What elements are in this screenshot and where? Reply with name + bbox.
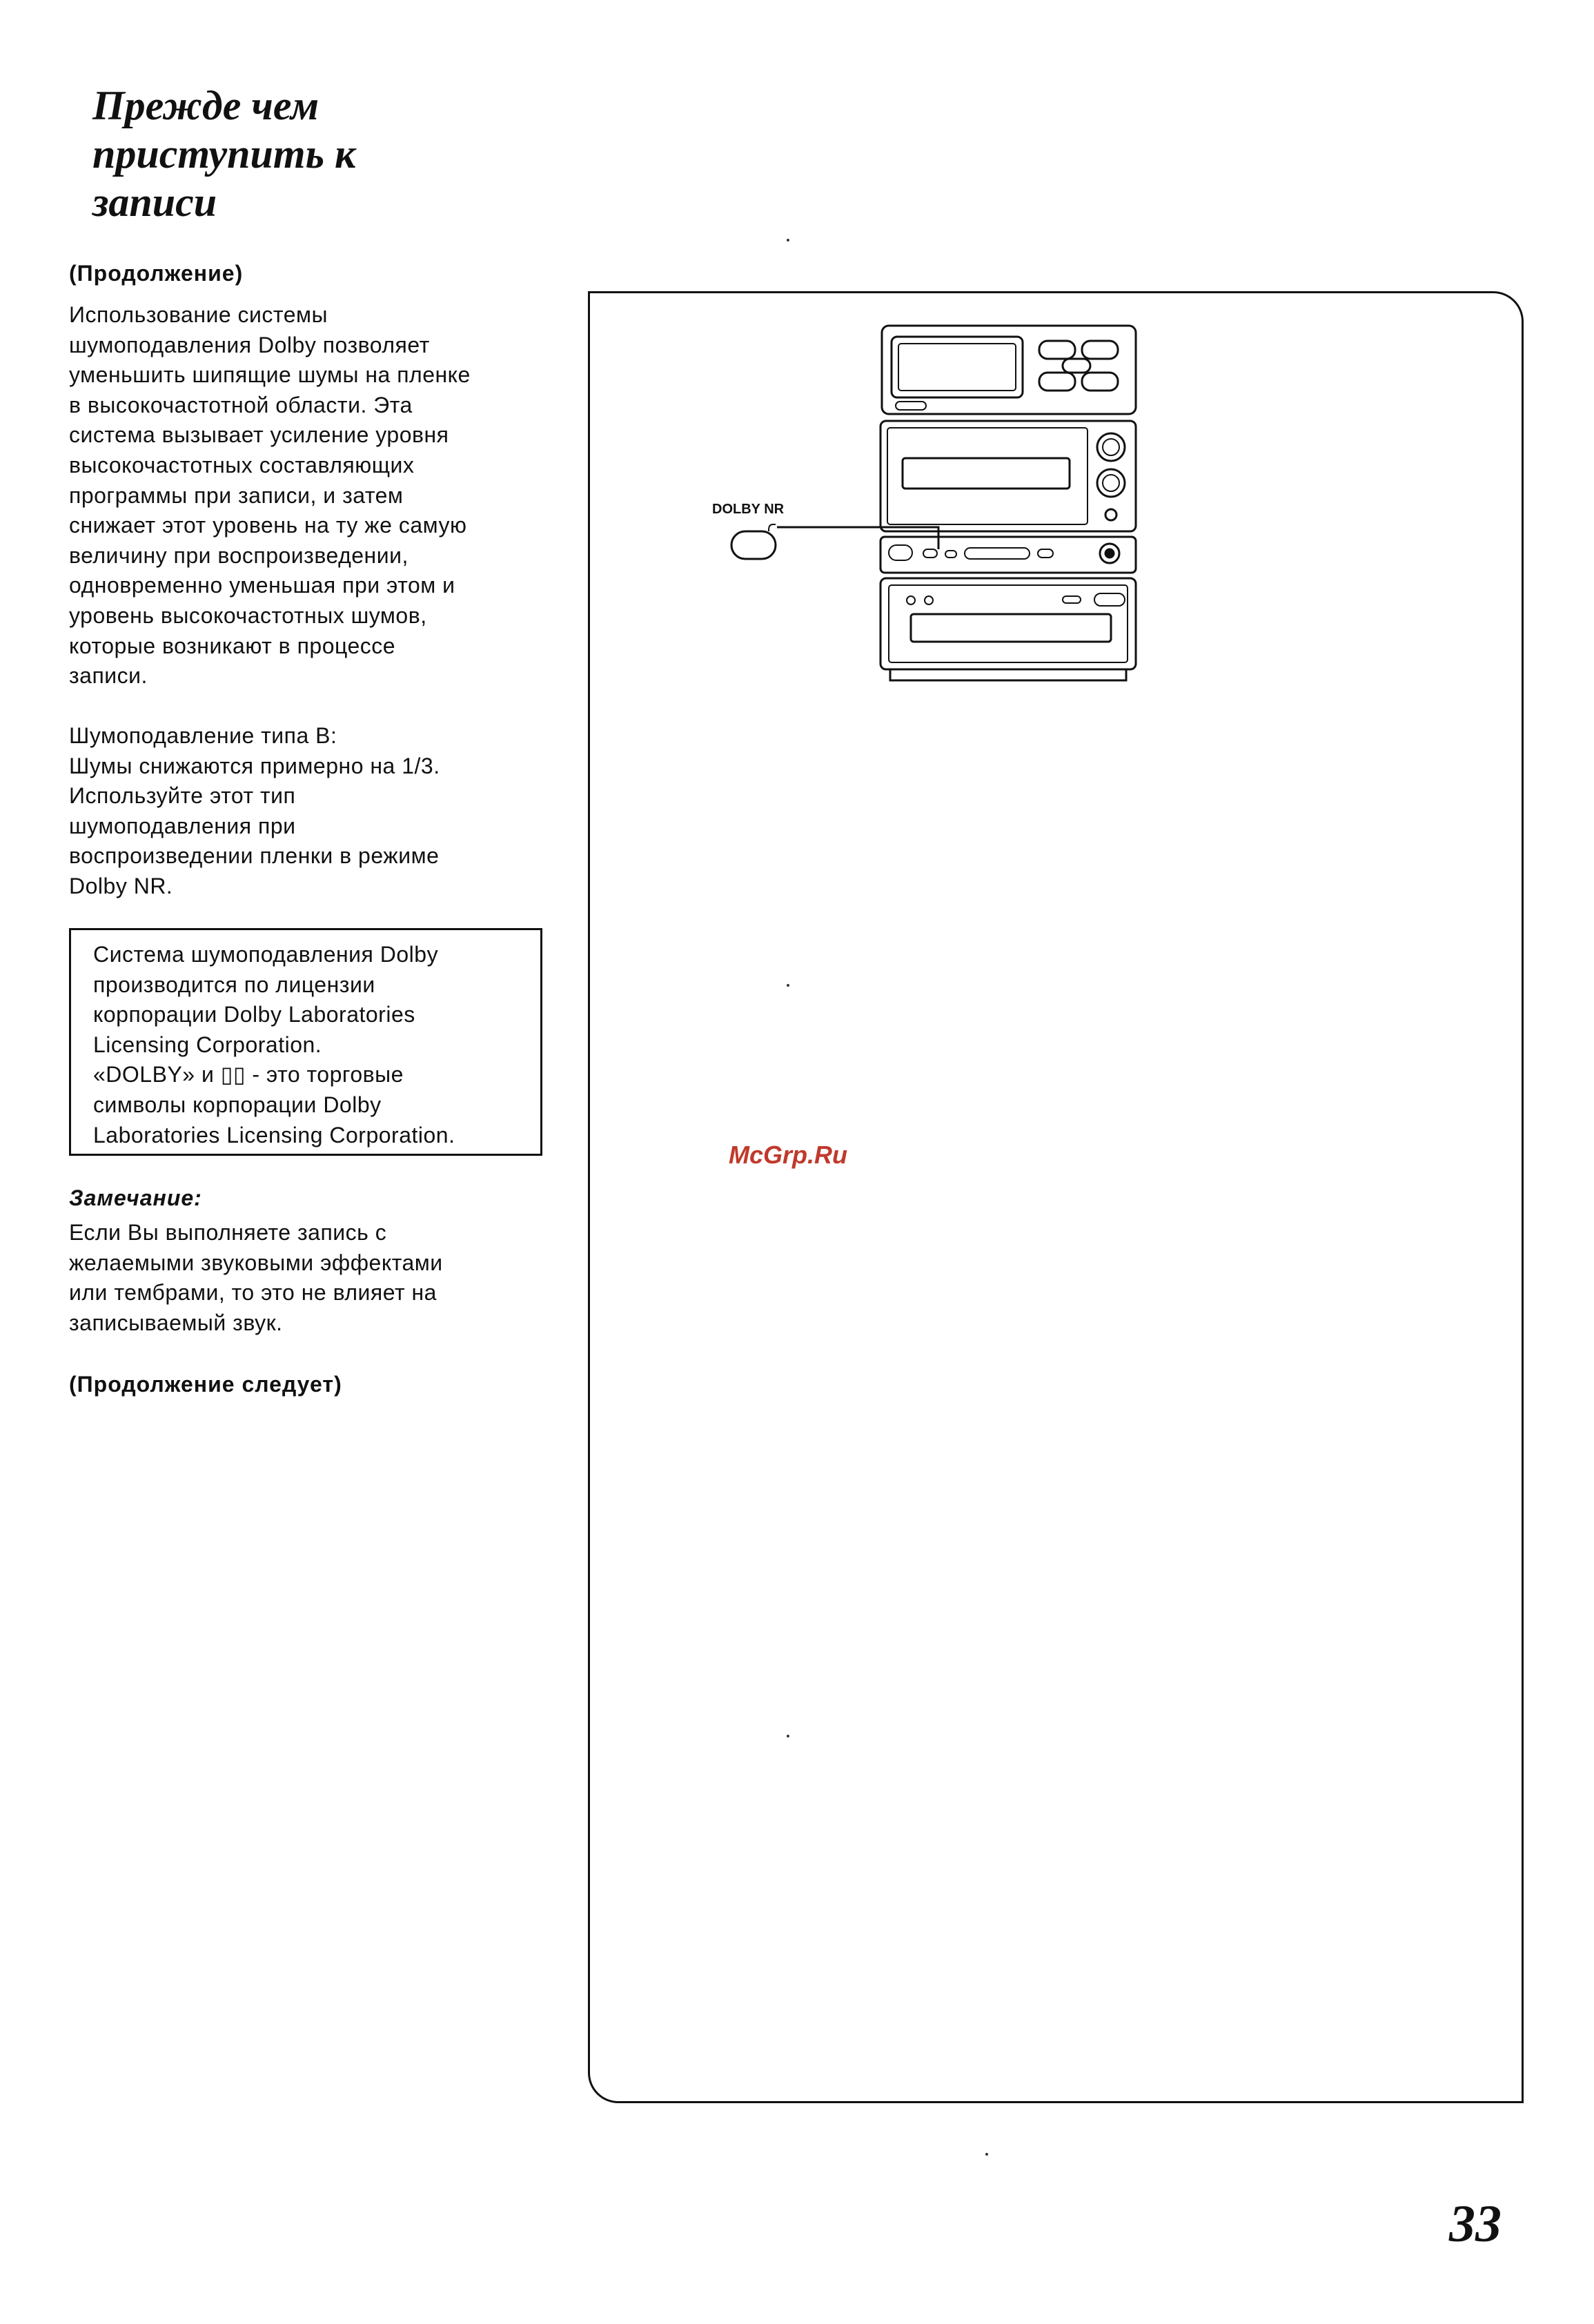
title-line-2: приступить к — [92, 131, 356, 177]
tuner-button — [1082, 373, 1118, 391]
license-line: «DOLBY» и ▯▯ - это торговые — [93, 1062, 404, 1087]
intro-line: в высокочастотной области. Эта — [69, 392, 413, 417]
tuner-indicator — [896, 402, 926, 410]
page-number: 33 — [1449, 2195, 1502, 2253]
license-line: производится по лицензии — [93, 972, 375, 997]
note-line: Если Вы выполняете запись с — [69, 1220, 387, 1245]
intro-line: программы при записи, и затем — [69, 482, 404, 508]
scan-dot — [787, 984, 789, 987]
license-line: корпорации Dolby Laboratories — [93, 1002, 415, 1027]
tuner-button — [1063, 359, 1090, 373]
intro-line: снижает этот уровень на ту же самую — [69, 513, 467, 538]
intro-line: одновременно уменьшая при этом и — [69, 573, 455, 598]
tuner-button — [1082, 341, 1118, 359]
eject-button — [1063, 596, 1081, 603]
control-strip — [880, 537, 1136, 573]
intro-line: Использование системы — [69, 302, 328, 327]
note-paragraph — [69, 1218, 566, 1338]
type-b-line: Шумы снижаются примерно на 1/3. — [69, 753, 440, 778]
type-b-line: Шумоподавление типа B: — [69, 723, 337, 748]
display-inner — [898, 344, 1016, 391]
cassette-deck — [880, 578, 1136, 669]
license-line: Licensing Corporation. — [93, 1032, 322, 1057]
display-window — [892, 337, 1023, 397]
cd-unit — [880, 421, 1136, 531]
intro-paragraph — [69, 300, 566, 691]
page-title — [92, 81, 575, 226]
note-line: записываемый звук. — [69, 1310, 283, 1335]
cassette-door — [911, 614, 1111, 642]
strip-button — [1038, 549, 1053, 558]
license-line: Система шумоподавления Dolby — [93, 942, 439, 967]
strip-button — [889, 545, 912, 560]
type-b-line: воспроизведении пленки в режиме — [69, 843, 440, 869]
intro-line: шумоподавления Dolby позволяет — [69, 332, 430, 357]
intro-line: высокочастотных составляющих — [69, 452, 415, 477]
dolby-nr-callout-button — [731, 531, 776, 559]
title-line-3: записи — [92, 179, 217, 225]
cd-tray — [903, 458, 1070, 489]
intro-line: система вызывает усиление уровня — [69, 422, 449, 448]
scan-dot — [787, 1735, 789, 1737]
license-line: Laboratories Licensing Corporation. — [93, 1122, 455, 1148]
note-line: или тембрами, то это не влияет на — [69, 1280, 437, 1306]
dolby-nr-button — [923, 549, 937, 558]
continuation-label: (Продолжение) — [69, 261, 244, 286]
tuner-button — [1039, 341, 1075, 359]
intro-line: уровень высокочастотных шумов, — [69, 602, 427, 628]
scan-dot — [787, 239, 789, 242]
type-b-line: Используйте этот тип — [69, 783, 296, 809]
stereo-system-illustration — [704, 317, 1145, 704]
jack-icon — [1105, 509, 1116, 520]
title-line-1: Прежде чем — [92, 83, 319, 128]
license-line: символы корпорации Dolby — [93, 1092, 382, 1117]
to-be-continued-label: (Продолжение следует) — [69, 1372, 342, 1397]
intro-line: записи. — [69, 663, 148, 689]
knob-icon — [1097, 433, 1125, 461]
strip-button — [945, 551, 956, 558]
license-notice-box — [69, 928, 542, 1156]
cd-panel — [887, 428, 1088, 524]
note-heading: Замечание: — [69, 1185, 202, 1210]
knob-icon — [1097, 469, 1125, 497]
dolby-nr-label: DOLBY NR — [712, 502, 785, 517]
intro-line: величину при воспроизведении, — [69, 542, 409, 568]
indicator-icon — [907, 596, 915, 604]
type-b-line: шумоподавления при — [69, 813, 296, 838]
type-b-paragraph — [69, 721, 566, 902]
watermark: McGrp.Ru — [729, 1141, 848, 1169]
tuner-unit — [882, 326, 1136, 414]
unit-base — [890, 669, 1126, 680]
strip-slider — [965, 548, 1030, 559]
intro-line: уменьшить шипящие шумы на пленке — [69, 362, 471, 388]
cassette-panel — [889, 585, 1128, 662]
knob-icon — [1103, 475, 1119, 491]
note-line: желаемыми звуковыми эффектами — [69, 1250, 443, 1275]
indicator-icon — [925, 596, 933, 604]
type-b-line: Dolby NR. — [69, 873, 173, 898]
knob-center-icon — [1105, 549, 1114, 558]
knob-icon — [1103, 439, 1119, 455]
scan-dot — [985, 2153, 988, 2156]
tuner-button — [1039, 373, 1075, 391]
intro-line: которые возникают в процессе — [69, 633, 396, 658]
callout-highlight — [769, 524, 776, 531]
eject-button — [1094, 593, 1125, 606]
